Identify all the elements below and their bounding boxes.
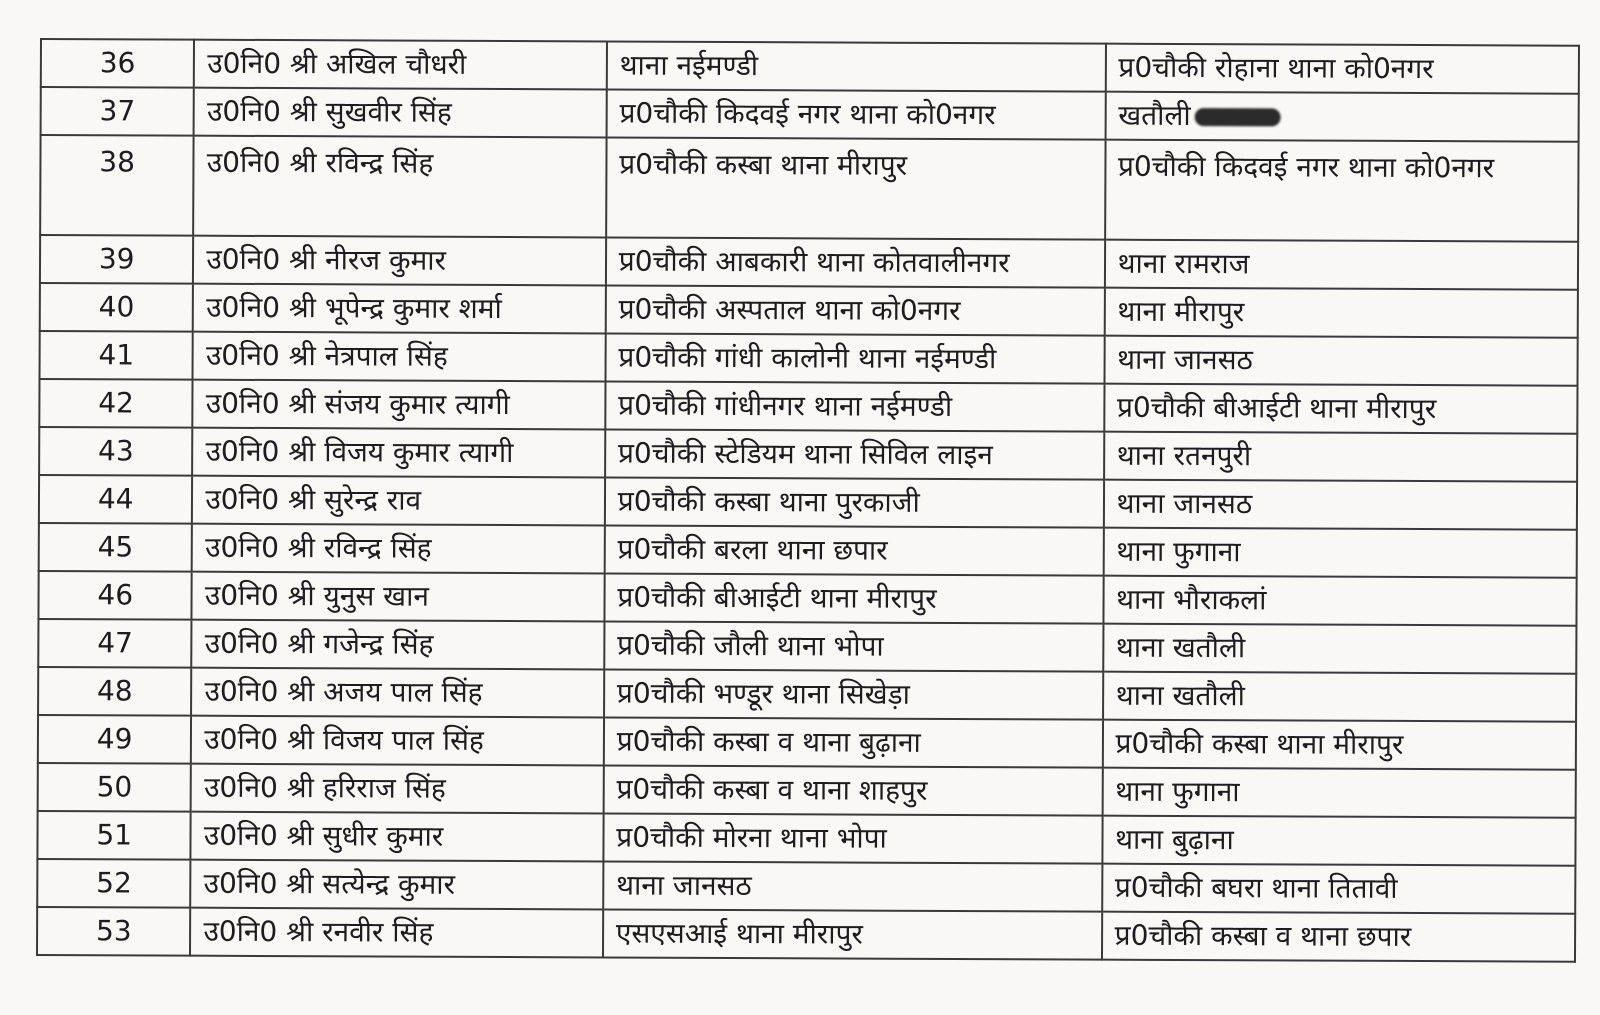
serial-number-cell: 44 [39, 475, 193, 524]
officer-name-cell: उ0नि0 श्री विजय पाल सिंह [191, 716, 604, 766]
table-row [38, 715, 1576, 770]
new-posting-cell: थाना खतौली [1103, 624, 1577, 674]
serial-number-cell: 41 [40, 331, 194, 380]
new-posting-cell: प्र0चौकी किदवई नगर थाना को0नगर [1105, 140, 1579, 242]
new-posting-cell: थाना फुगाना [1103, 528, 1577, 578]
redaction-mark [1195, 108, 1281, 126]
serial-number-cell: 40 [40, 283, 194, 332]
new-posting-cell: थाना जानसठ [1104, 336, 1578, 386]
officer-name-cell: उ0नि0 श्री सुखवीर सिंह [194, 88, 607, 138]
officer-name-cell: उ0नि0 श्री रविन्द्र सिंह [192, 524, 605, 574]
serial-number-cell: 38 [40, 135, 194, 236]
serial-number-cell: 46 [38, 571, 192, 620]
table-row [37, 811, 1575, 866]
officer-name-cell: उ0नि0 श्री नेत्रपाल सिंह [193, 332, 606, 382]
table-row [39, 379, 1577, 434]
officer-name-cell: उ0नि0 श्री रविन्द्र सिंह [194, 136, 607, 238]
current-posting-cell: प्र0चौकी कस्बा व थाना बुढ़ाना [604, 717, 1103, 767]
new-posting-cell: थाना रतनपुरी [1104, 432, 1578, 482]
table-row [39, 523, 1577, 578]
officer-name-cell: उ0नि0 श्री रनवीर सिंह [190, 908, 603, 958]
current-posting-cell: प्र0चौकी आबकारी थाना कोतवालीनगर [606, 237, 1105, 287]
serial-number-cell: 39 [40, 235, 194, 284]
serial-number-cell: 53 [37, 907, 191, 956]
officer-name-cell: उ0नि0 श्री अजय पाल सिंह [191, 668, 604, 718]
table-row [38, 667, 1576, 722]
current-posting-cell: प्र0चौकी बरला थाना छपार [604, 525, 1103, 575]
current-posting-cell: प्र0चौकी कस्बा थाना पुरकाजी [605, 477, 1104, 527]
new-posting-cell: थाना जानसठ [1103, 480, 1577, 530]
serial-number-cell: 42 [39, 379, 193, 428]
serial-number-cell: 52 [37, 859, 191, 908]
officer-name-cell: उ0नि0 श्री युनुस खान [192, 572, 605, 622]
current-posting-cell: प्र0चौकी कस्बा व थाना शाहपुर [603, 765, 1102, 815]
table-row [41, 39, 1579, 94]
table-row [37, 859, 1575, 914]
current-posting-cell: प्र0चौकी कस्बा थाना मीरापुर [606, 137, 1105, 239]
current-posting-cell: प्र0चौकी किदवई नगर थाना को0नगर [606, 89, 1105, 139]
current-posting-cell: एसएसआई थाना मीरापुर [603, 909, 1102, 959]
new-posting-cell: प्र0चौकी रोहाना थाना को0नगर [1105, 44, 1579, 94]
transfer-table [36, 38, 1580, 963]
serial-number-cell: 50 [38, 763, 192, 812]
current-posting-cell: प्र0चौकी गांधीनगर थाना नईमण्डी [605, 381, 1104, 431]
table-row [40, 135, 1578, 242]
new-posting-cell: थाना फुगाना [1102, 768, 1576, 818]
new-posting-cell: थाना बुढ़ाना [1102, 816, 1576, 866]
table-row [41, 87, 1579, 142]
table-row [38, 571, 1576, 626]
current-posting-cell: प्र0चौकी जौली थाना भोपा [604, 621, 1103, 671]
table-row [38, 619, 1576, 674]
officer-name-cell: उ0नि0 श्री भूपेन्द्र कुमार शर्मा [193, 284, 606, 334]
serial-number-cell: 51 [37, 811, 191, 860]
new-posting-cell: प्र0चौकी बघरा थाना तितावी [1102, 864, 1576, 914]
new-posting-cell: थाना भौराकलां [1103, 576, 1577, 626]
new-posting-cell: प्र0चौकी बीआईटी थाना मीरापुर [1104, 384, 1578, 434]
table-row [40, 235, 1578, 290]
serial-number-cell: 45 [39, 523, 193, 572]
table-row [39, 475, 1577, 530]
new-posting-cell [1105, 92, 1579, 142]
officer-name-cell: उ0नि0 श्री सुरेन्द्र राव [192, 476, 605, 526]
serial-number-cell: 48 [38, 667, 192, 716]
officer-name-cell: उ0नि0 श्री विजय कुमार त्यागी [192, 428, 605, 478]
table-row [37, 907, 1575, 962]
new-posting-text: खतौली [1118, 98, 1191, 133]
serial-number-cell: 37 [41, 87, 195, 136]
table-row [38, 763, 1576, 818]
table-row [40, 331, 1578, 386]
current-posting-cell: प्र0चौकी अस्पताल थाना को0नगर [606, 285, 1105, 335]
new-posting-cell: थाना खतौली [1103, 672, 1577, 722]
current-posting-cell: थाना नईमण्डी [607, 41, 1106, 91]
officer-name-cell: उ0नि0 श्री सुधीर कुमार [191, 812, 604, 862]
new-posting-cell: थाना मीरापुर [1104, 288, 1578, 338]
officer-name-cell: उ0नि0 श्री संजय कुमार त्यागी [193, 380, 606, 430]
new-posting-cell: प्र0चौकी कस्बा व थाना छपार [1102, 912, 1576, 962]
table-row [40, 283, 1578, 338]
new-posting-cell: प्र0चौकी कस्बा थाना मीरापुर [1102, 720, 1576, 770]
serial-number-cell: 43 [39, 427, 193, 476]
officer-name-cell: उ0नि0 श्री गजेन्द्र सिंह [192, 620, 605, 670]
officer-name-cell: उ0नि0 श्री अखिल चौधरी [194, 40, 607, 90]
current-posting-cell: प्र0चौकी मोरना थाना भोपा [603, 813, 1102, 863]
current-posting-cell: प्र0चौकी स्टेडियम थाना सिविल लाइन [605, 429, 1104, 479]
officer-name-cell: उ0नि0 श्री नीरज कुमार [193, 236, 606, 286]
current-posting-cell: प्र0चौकी गांधी कालोनी थाना नईमण्डी [605, 333, 1104, 383]
serial-number-cell: 47 [38, 619, 192, 668]
officer-name-cell: उ0नि0 श्री हरिराज सिंह [191, 764, 604, 814]
serial-number-cell: 36 [41, 39, 195, 88]
officer-name-cell: उ0नि0 श्री सत्येन्द्र कुमार [191, 860, 604, 910]
new-posting-cell: थाना रामराज [1105, 240, 1579, 290]
current-posting-cell: प्र0चौकी बीआईटी थाना मीरापुर [604, 573, 1103, 623]
current-posting-cell: प्र0चौकी भण्डूर थाना सिखेड़ा [604, 669, 1103, 719]
serial-number-cell: 49 [38, 715, 192, 764]
table-row [39, 427, 1577, 482]
current-posting-cell: थाना जानसठ [603, 861, 1102, 911]
